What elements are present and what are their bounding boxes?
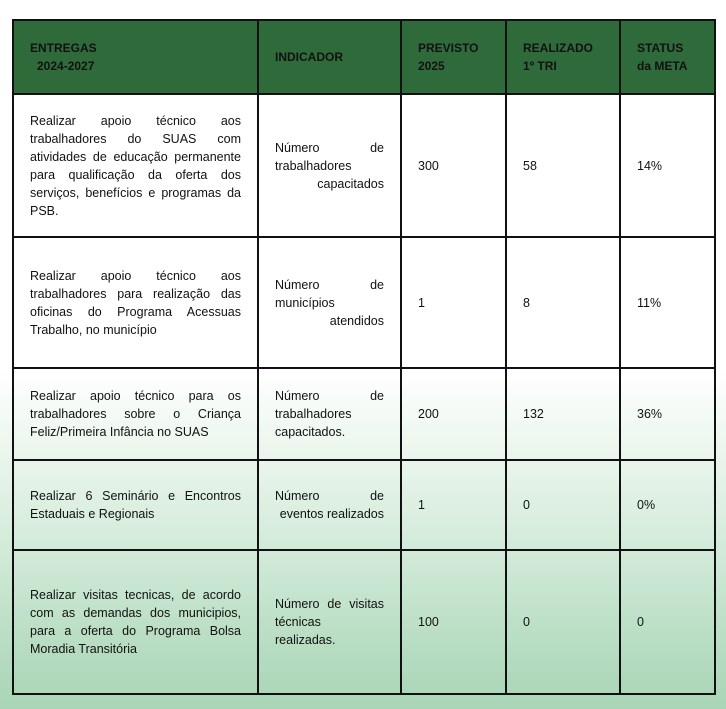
table-row	[13, 368, 715, 460]
header-status: STATUS da META	[620, 20, 715, 94]
cell-previsto: 100	[401, 550, 506, 694]
cell-previsto: 1	[401, 237, 506, 368]
cell-entrega: Realizar 6 Seminário e Encontros Estaduais e Regionais	[13, 460, 258, 550]
cell-indicador: Número de trabalhadores capacitados	[258, 94, 401, 237]
cell-status: 14%	[620, 94, 715, 237]
cell-indicador: Número de trabalhadores capacitados.	[258, 368, 401, 460]
table-row	[13, 460, 715, 550]
cell-entrega: Realizar apoio técnico aos trabalhadores para realização das oficinas do Programa Acessuas Trabalho, no município	[13, 237, 258, 368]
goals-table	[12, 19, 716, 695]
cell-realizado: 132	[506, 368, 620, 460]
cell-previsto: 200	[401, 368, 506, 460]
table-header-row	[13, 20, 715, 94]
cell-status: 0	[620, 550, 715, 694]
cell-indicador: Número de municípios atendidos	[258, 237, 401, 368]
cell-status: 36%	[620, 368, 715, 460]
cell-realizado: 0	[506, 550, 620, 694]
cell-status: 11%	[620, 237, 715, 368]
header-realizado: REALIZADO 1º TRI	[506, 20, 620, 94]
cell-previsto: 300	[401, 94, 506, 237]
cell-realizado: 58	[506, 94, 620, 237]
cell-indicador: Número de visitas técnicas realizadas.	[258, 550, 401, 694]
cell-entrega: Realizar visitas tecnicas, de acordo com as demandas dos municipios, para a oferta do Programa Bolsa Moradia Transitória	[13, 550, 258, 694]
table-row	[13, 237, 715, 368]
cell-entrega: Realizar apoio técnico para os trabalhadores sobre o Criança Feliz/Primeira Infância no SUAS	[13, 368, 258, 460]
header-indicador: INDICADOR	[258, 20, 401, 94]
cell-realizado: 0	[506, 460, 620, 550]
table-row	[13, 550, 715, 694]
header-previsto: PREVISTO 2025	[401, 20, 506, 94]
header-entregas: ENTREGAS 2024-2027	[13, 20, 258, 94]
cell-indicador: Número de eventos realizados	[258, 460, 401, 550]
cell-entrega: Realizar apoio técnico aos trabalhadores do SUAS com atividades de educação permanente para qualificação da oferta dos serviços, benefícios e programas da PSB.	[13, 94, 258, 237]
cell-realizado: 8	[506, 237, 620, 368]
table-row	[13, 94, 715, 237]
cell-status: 0%	[620, 460, 715, 550]
cell-previsto: 1	[401, 460, 506, 550]
